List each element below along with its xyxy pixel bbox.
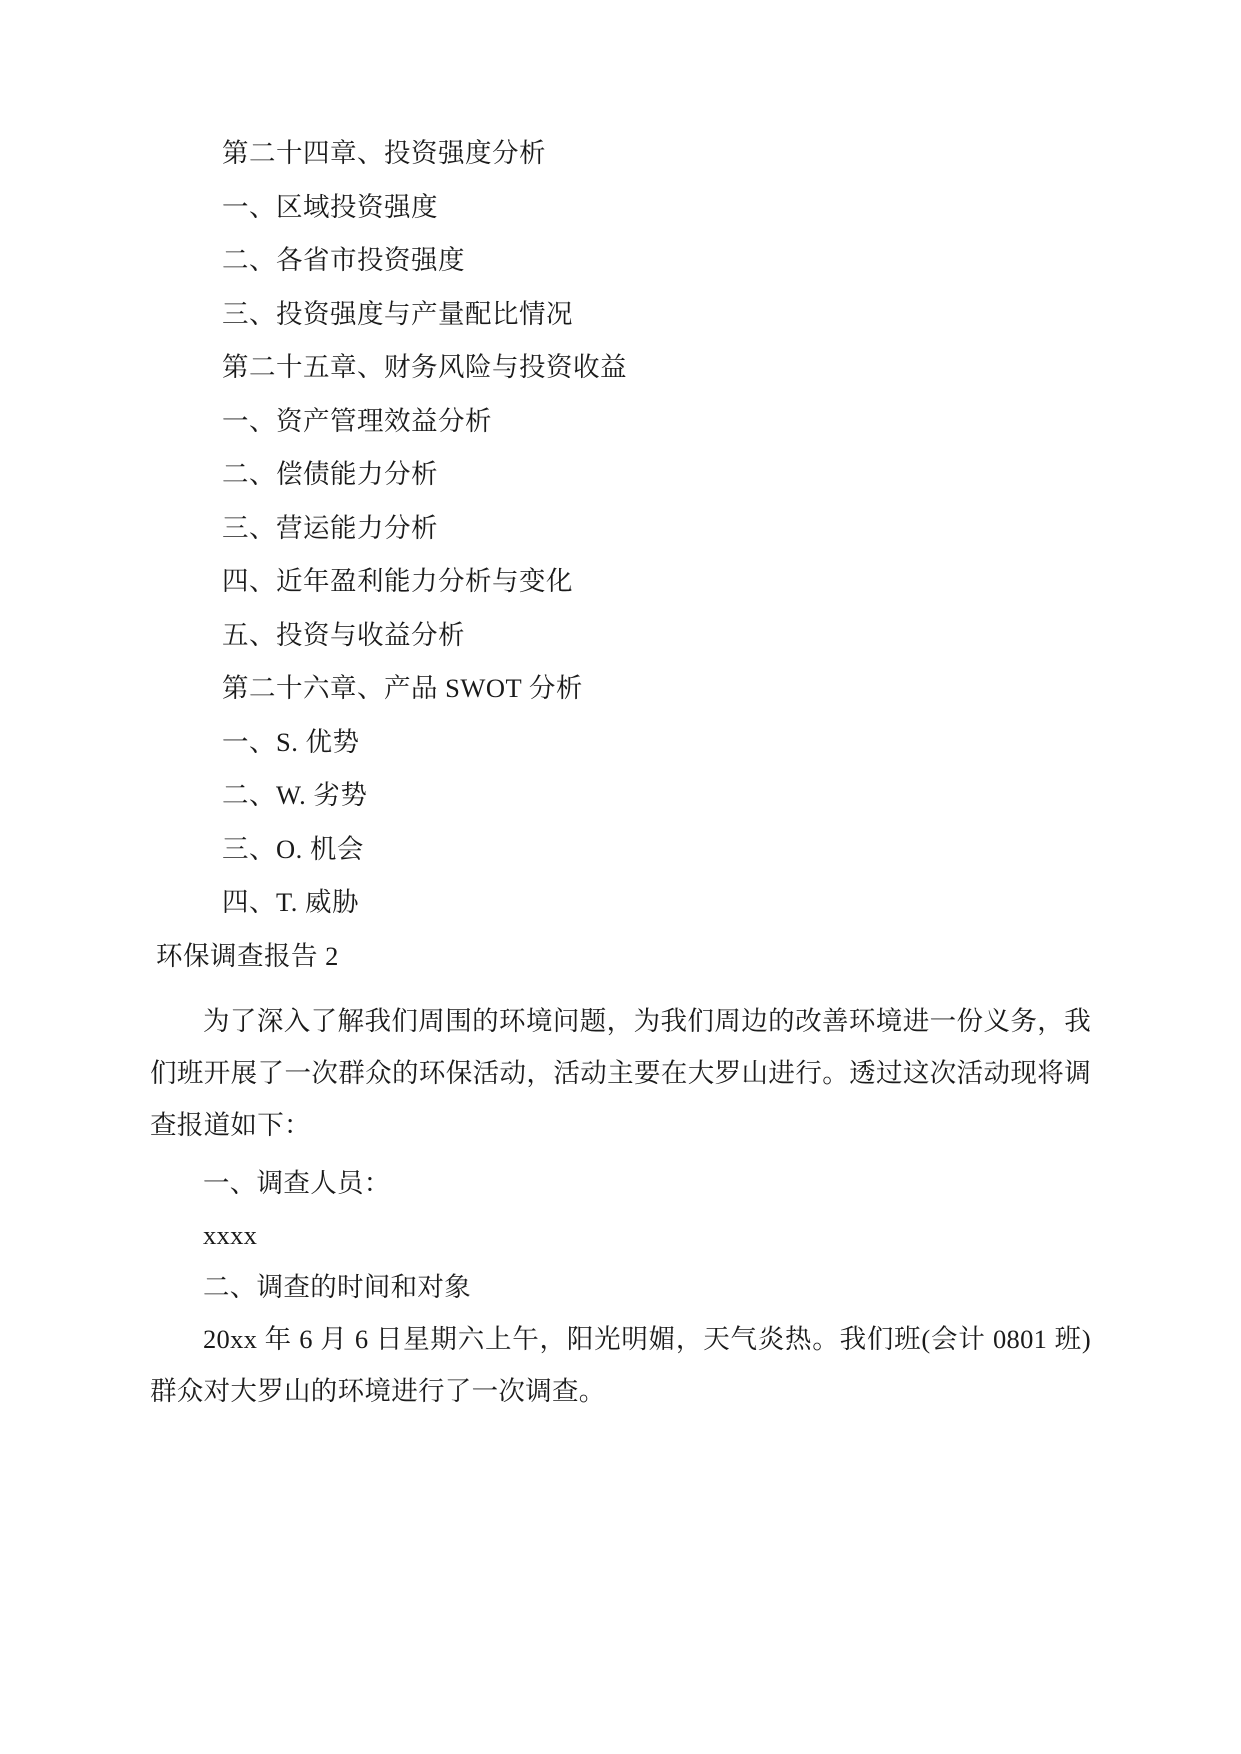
outline-item: 五、投资与收益分析 bbox=[222, 619, 465, 650]
outline-item: 二、各省市投资强度 bbox=[222, 245, 465, 275]
outline-item: 一、资产管理效益分析 bbox=[222, 405, 492, 436]
paragraph: 为了深入了解我们周围的环境问题，为我们周边的改善环境进一份义务，我们班开展了一次群众的环保活动，活动主要在大罗山进行。透过这次活动现将调查报道如下： bbox=[150, 1006, 1091, 1140]
section-title: 环保调查报告 2 bbox=[156, 940, 339, 971]
paragraph: xxxx bbox=[203, 1220, 258, 1250]
outline-item: 一、区域投资强度 bbox=[222, 191, 438, 222]
outline-item: 三、投资强度与产量配比情况 bbox=[222, 298, 573, 329]
outline-item: 第二十四章、投资强度分析 bbox=[222, 138, 546, 168]
outline-item: 四、近年盈利能力分析与变化 bbox=[222, 566, 573, 596]
paragraph: 二、调查的时间和对象 bbox=[203, 1272, 471, 1302]
outline-item: 一、S. 优势 bbox=[222, 726, 360, 757]
outline-item: 四、T. 威胁 bbox=[222, 887, 359, 917]
outline-item: 三、O. 机会 bbox=[222, 833, 364, 864]
paragraph: 20xx 年 6 月 6 日星期六上午，阳光明媚，天气炎热。我们班(会计 0801 班)群众对大罗山的环境进行了一次调查。 bbox=[150, 1324, 1091, 1406]
outline-item: 二、偿债能力分析 bbox=[222, 459, 438, 489]
outline-item: 三、营运能力分析 bbox=[222, 512, 438, 543]
outline-item: 第二十六章、产品 SWOT 分析 bbox=[222, 673, 583, 703]
document-body bbox=[150, 140, 1091, 1417]
outline-item: 二、W. 劣势 bbox=[222, 780, 368, 810]
outline-item: 第二十五章、财务风险与投资收益 bbox=[222, 352, 627, 382]
paragraph: 一、调查人员： bbox=[203, 1168, 391, 1198]
